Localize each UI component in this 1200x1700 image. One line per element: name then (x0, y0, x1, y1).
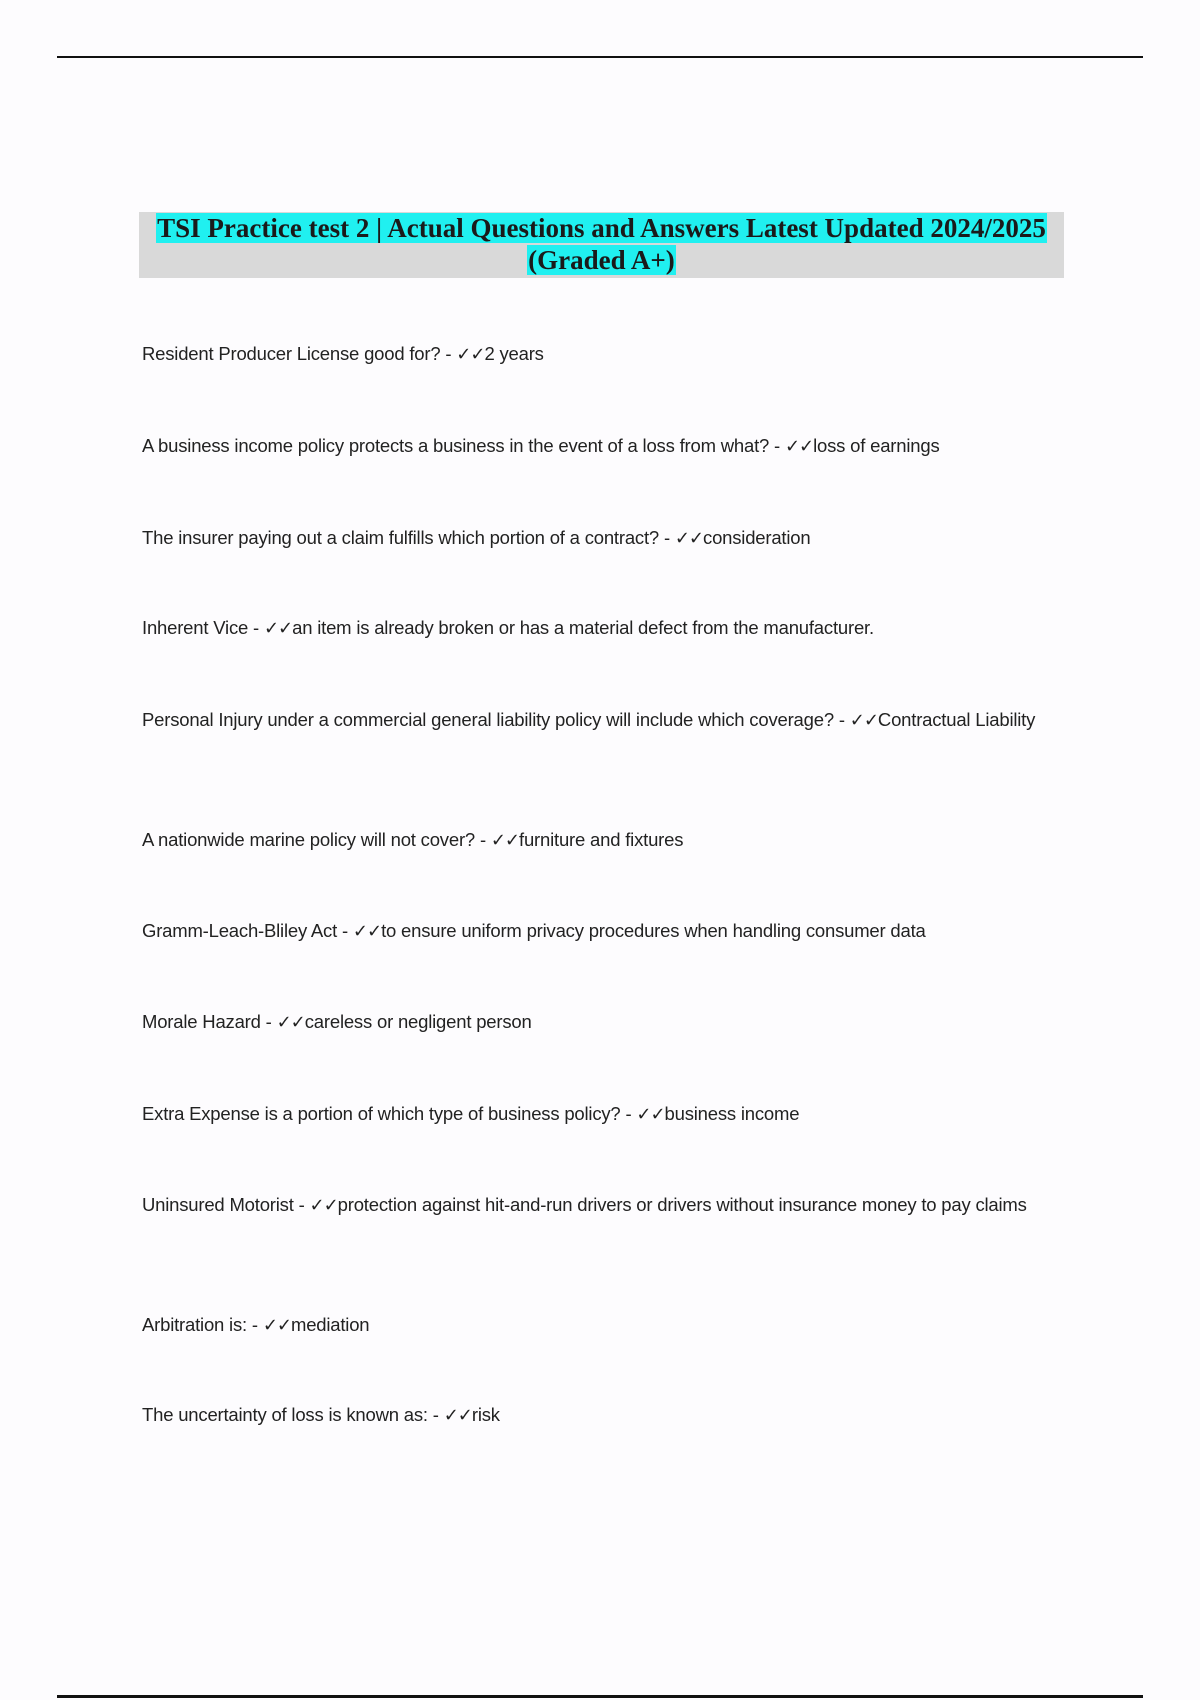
qa-item (142, 524, 1062, 553)
question-text: Morale Hazard (142, 1011, 261, 1032)
answer-text: protection against hit-and-run drivers or drivers without insurance money to pay claims (337, 1194, 1027, 1215)
answer-text: Contractual Liability (877, 709, 1036, 730)
qa-item (142, 1311, 1062, 1340)
double-check-icon: ✓✓ (849, 710, 878, 731)
title-line-2: (Graded A+) (528, 245, 675, 275)
question-text: The uncertainty of loss is known as: (142, 1404, 428, 1425)
double-check-icon: ✓✓ (443, 1405, 472, 1426)
qa-item (142, 1401, 1062, 1430)
qa-item (142, 1008, 1062, 1037)
question-text: Extra Expense is a portion of which type of business policy? (142, 1103, 621, 1124)
separator: - (427, 1404, 444, 1425)
question-text: The insurer paying out a claim fulfills which portion of a contract? (142, 527, 659, 548)
question-text: Arbitration is: (142, 1314, 247, 1335)
qa-item (142, 917, 1062, 946)
question-text: Inherent Vice (142, 617, 249, 638)
document-title (139, 212, 1064, 278)
double-check-icon: ✓✓ (352, 921, 382, 942)
qa-item (142, 1100, 1062, 1129)
question-text: A business income policy protects a business in the event of a loss from what? (142, 435, 770, 456)
qa-item (142, 826, 1062, 855)
qa-item (142, 432, 1062, 461)
question-text: Personal Injury under a commercial general liability policy will include which coverage? (142, 709, 834, 730)
qa-item (142, 706, 1062, 735)
answer-text: an item is already broken or has a material defect from the manufacturer. (292, 617, 874, 638)
separator: - (260, 1011, 277, 1032)
double-check-icon: ✓✓ (456, 344, 485, 365)
top-rule (57, 56, 1143, 58)
double-check-icon: ✓✓ (309, 1195, 338, 1216)
double-check-icon: ✓✓ (674, 528, 704, 549)
double-check-icon: ✓✓ (784, 436, 814, 457)
separator: - (659, 527, 675, 548)
separator: - (475, 829, 491, 850)
bottom-rule (57, 1695, 1143, 1698)
answer-text: loss of earnings (813, 435, 940, 456)
answer-text: furniture and fixtures (519, 829, 684, 850)
separator: - (337, 920, 353, 941)
double-check-icon: ✓✓ (262, 1315, 291, 1336)
separator: - (246, 1314, 263, 1335)
separator: - (833, 709, 850, 730)
answer-text: careless or negligent person (304, 1011, 532, 1032)
separator: - (248, 617, 264, 638)
separator: - (293, 1194, 310, 1215)
title-line-1: TSI Practice test 2 | Actual Questions and Answers Latest Updated 2024/2025 (157, 213, 1046, 243)
double-check-icon: ✓✓ (636, 1104, 665, 1125)
answer-text: to ensure uniform privacy procedures when handling consumer data (381, 920, 926, 941)
separator: - (440, 343, 457, 364)
qa-item (142, 1191, 1062, 1220)
question-text: A nationwide marine policy will not cover? (142, 829, 475, 850)
question-text: Gramm-Leach-Bliley Act (142, 920, 338, 941)
question-text: Resident Producer License good for? (142, 343, 441, 364)
answer-text: risk (471, 1404, 500, 1425)
question-text: Uninsured Motorist (142, 1194, 294, 1215)
answer-text: business income (664, 1103, 800, 1124)
double-check-icon: ✓✓ (276, 1012, 305, 1033)
qa-item (142, 614, 1062, 643)
qa-item (142, 340, 1062, 369)
double-check-icon: ✓✓ (490, 830, 520, 851)
separator: - (620, 1103, 637, 1124)
double-check-icon: ✓✓ (263, 618, 293, 639)
answer-text: mediation (290, 1314, 370, 1335)
separator: - (769, 435, 785, 456)
answer-text: 2 years (484, 343, 544, 364)
answer-text: consideration (703, 527, 811, 548)
